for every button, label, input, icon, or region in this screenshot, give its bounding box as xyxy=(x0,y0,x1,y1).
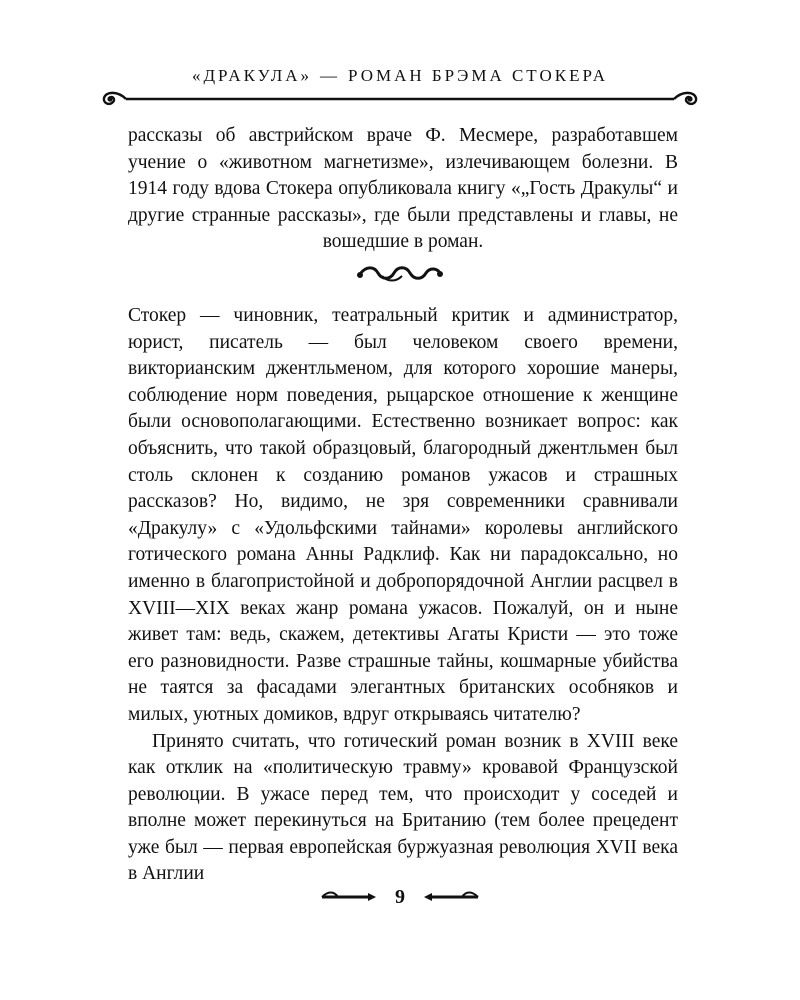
paragraph-continued: рассказы об австрийском враче Ф. Месмере, разработавшем учение о «животном магнетизме», излечивающем болезни. В 1914 году вдова Стокера опубликовала книгу «„Гость Дракулы“ и другие странные рассказы», где были представлены и главы, не вошедшие в роман. xyxy=(128,125,678,253)
running-head xyxy=(0,66,800,86)
page-number: 9 xyxy=(395,886,405,908)
section-break-ornament-icon xyxy=(352,262,448,284)
running-head-subtitle: РОМАН БРЭМА СТОКЕРА xyxy=(348,66,609,85)
header-ornamental-rule xyxy=(100,88,700,110)
text-block-before-break xyxy=(128,123,678,256)
paragraph-gothic-novel: Принято считать, что готический роман возник в XVIII веке как отклик на «политическую травму» кровавой Французской революции. В ужасе перед тем, что происходит у соседей и вполне может перекинуться на Британию (тем более прецедент уже был — первая европейская буржуазная революция XVII века в Англии xyxy=(128,730,678,885)
text-block-after-break xyxy=(128,303,678,888)
left-scroll-ornament-icon xyxy=(104,93,126,104)
running-head-separator: — xyxy=(320,66,341,85)
folio-right-ornament-icon xyxy=(422,889,482,905)
paragraph-stoker: Стокер — чиновник, театральный критик и администратор, юрист, писатель — был человеком своего времени, викторианским джентльменом, для которого хорошие манеры, соблюдение норм поведения, рыцарское отношение к женщине были основополагающими. Естественно возникает вопрос: как объяснить, что такой образцовый, благородный джентльмен был столь склонен к созданию романов ужасов и страшных рассказов? Но, видимо, не зря современники сравнивали «Дракулу» с «Удольфскими тайнами» королевы английского готического романа Анны Радклиф. Как ни парадоксально, но именно в благопристойной и добропорядочной Англии расцвел в XVIII—XIX веках жанр романа ужасов. Пожалуй, он и ныне живет там: ведь, скажем, детективы Агаты Кристи — это тоже его разновидности. Разве страшные тайны, кошмарные убийства не таятся за фасадами элегантных британских особняков и милых, уютных домиков, вдруг открываясь читателю? xyxy=(128,305,678,725)
right-scroll-ornament-icon xyxy=(674,93,696,104)
running-head-title: «ДРАКУЛА» xyxy=(191,66,313,85)
